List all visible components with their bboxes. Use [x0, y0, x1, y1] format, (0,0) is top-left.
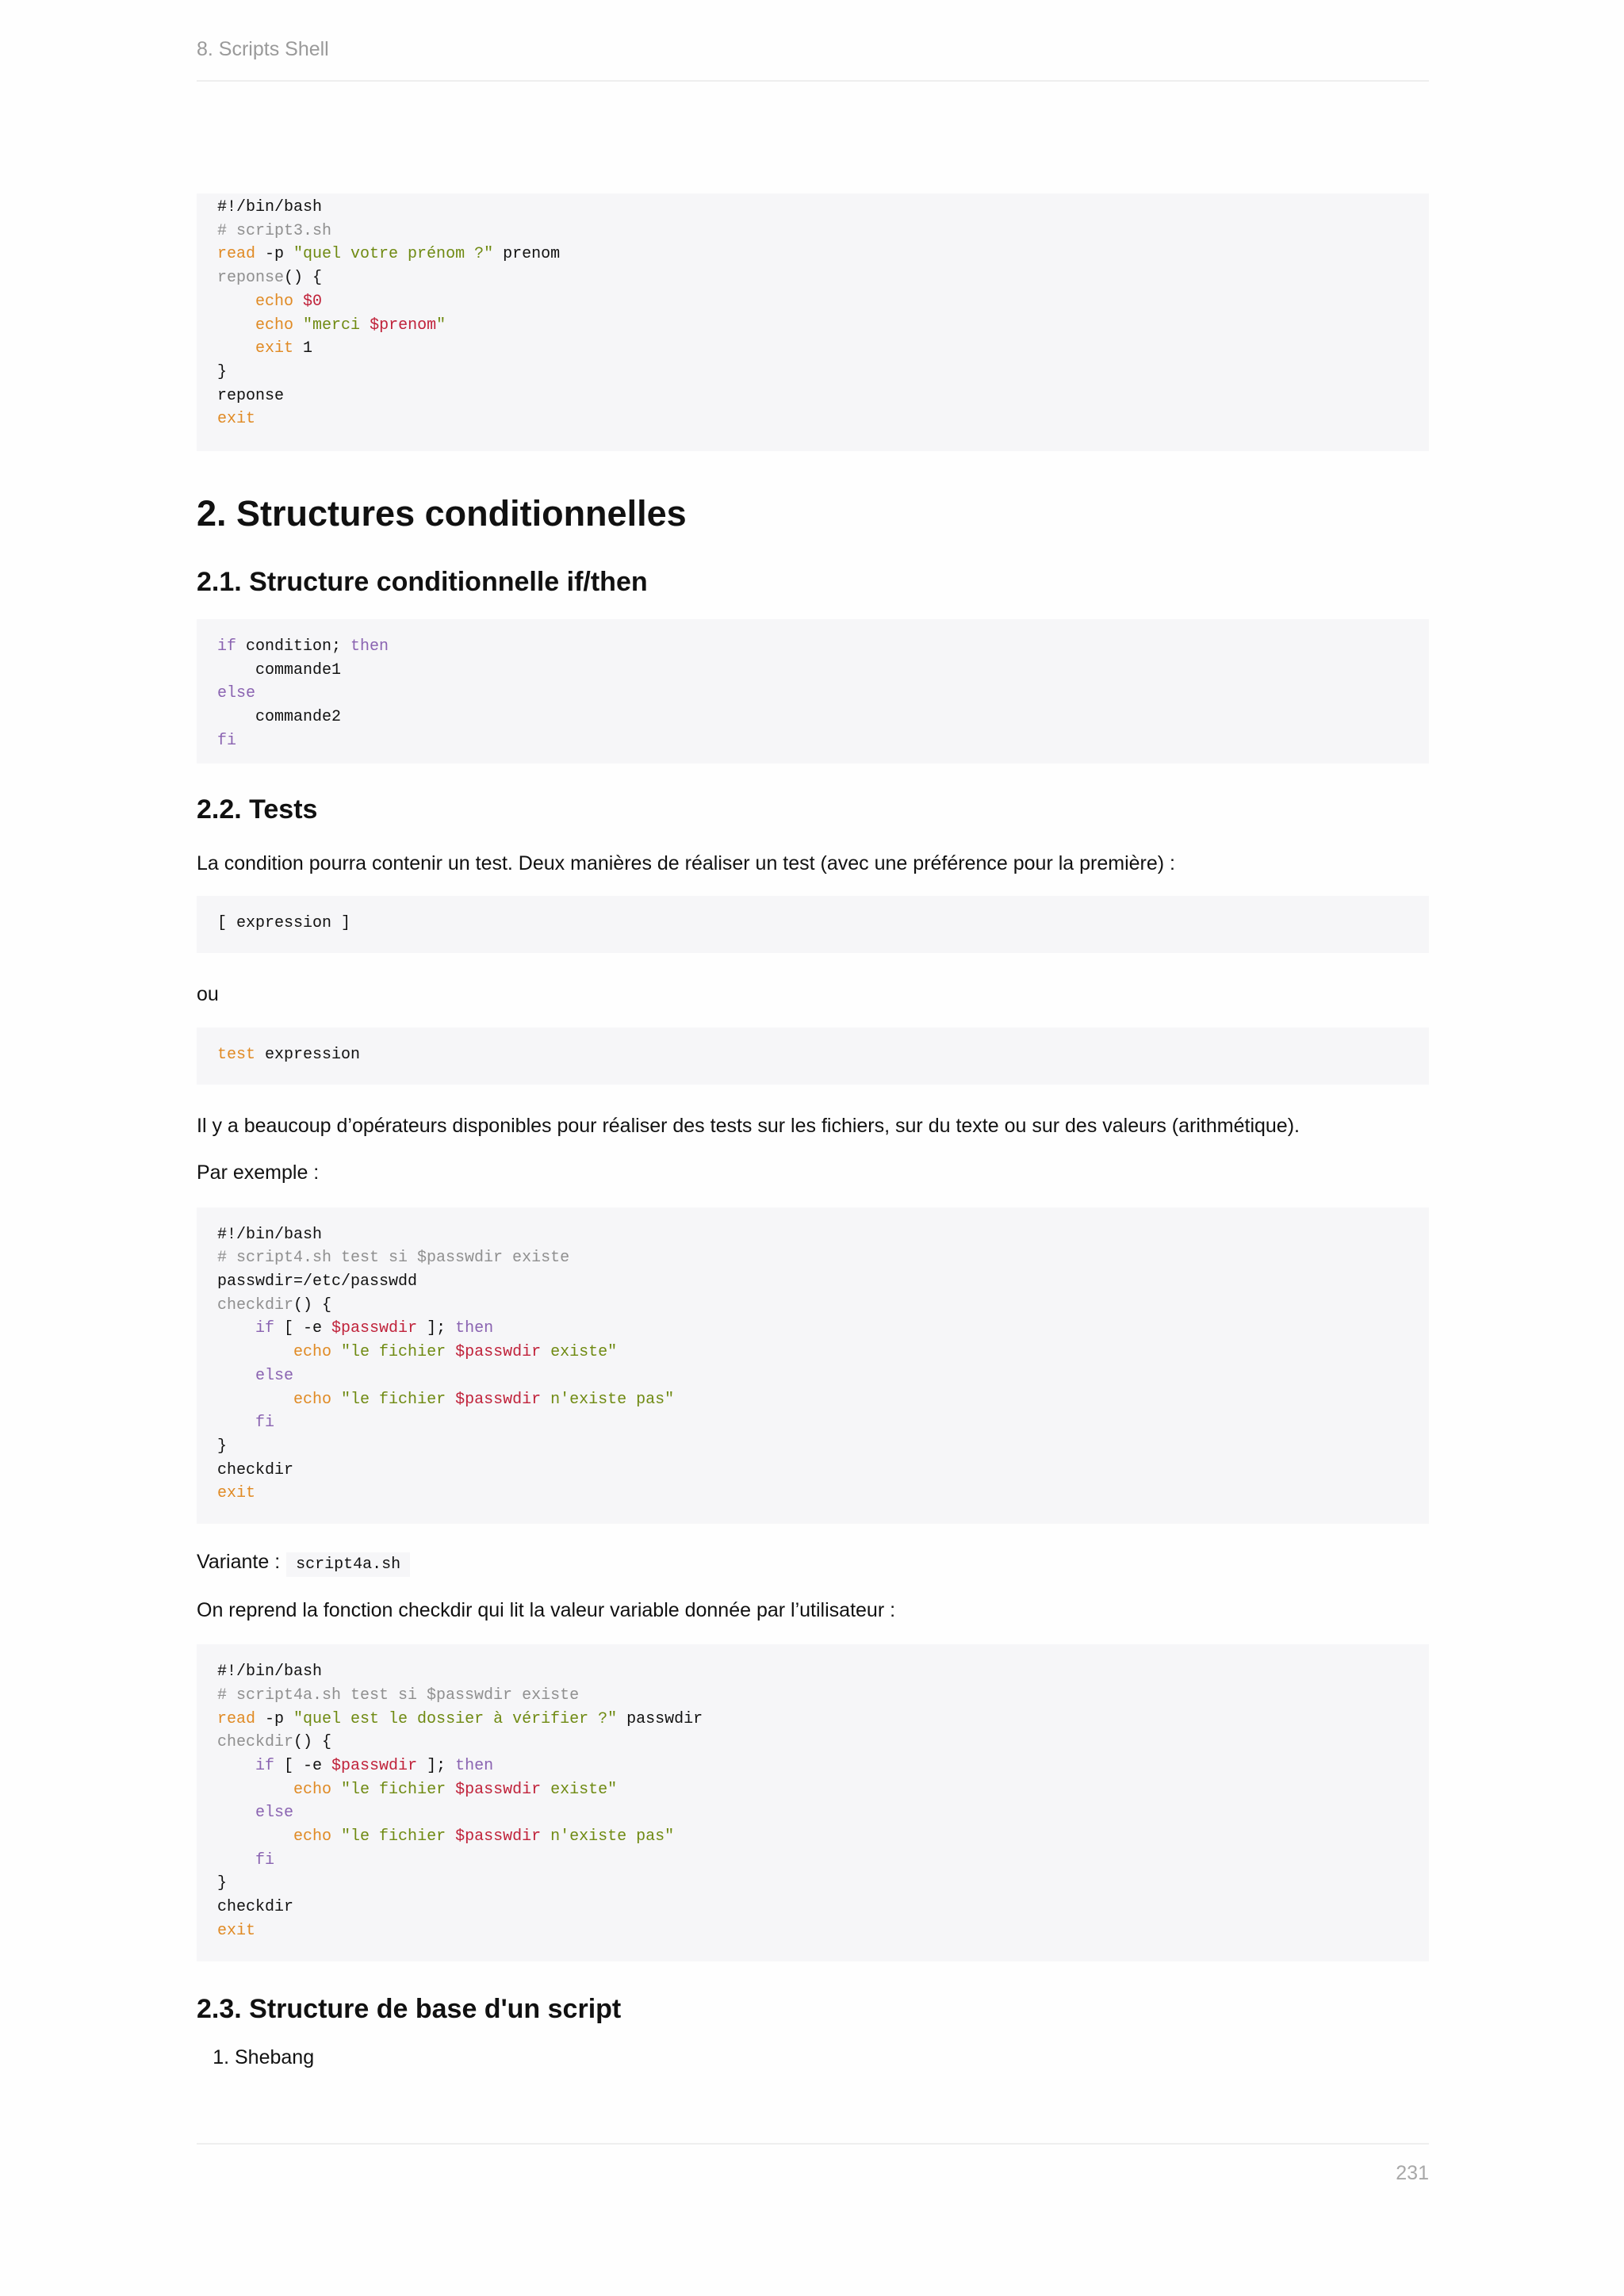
code-builtin: exit: [217, 1484, 256, 1503]
paragraph: Par exemple :: [197, 1161, 320, 1184]
code-keyword: if: [217, 637, 237, 656]
code-comment: # script3.sh: [217, 221, 332, 240]
code-variable: $passwdir: [455, 1780, 542, 1799]
code-line: #!/bin/bash: [217, 1225, 323, 1244]
inline-code-filename: script4a.sh: [286, 1552, 410, 1577]
code-keyword: if: [255, 1756, 275, 1775]
page-content: [197, 193, 1429, 2070]
code-block-if-then: [197, 619, 1429, 763]
code-text: -p: [255, 245, 294, 264]
code-builtin: echo: [293, 1390, 332, 1409]
section-heading: 2. Structures conditionnelles: [197, 493, 687, 534]
code-text: condition;: [236, 637, 351, 656]
code-string: n'existe pas": [541, 1827, 675, 1846]
code-keyword: then: [455, 1319, 494, 1338]
code-builtin: echo: [293, 1343, 332, 1362]
code-builtin: read: [217, 1709, 256, 1728]
code-text: expression: [255, 1045, 361, 1064]
code-function-name: checkdir: [217, 1295, 294, 1314]
code-keyword: fi: [217, 731, 237, 750]
code-string: "le fichier: [341, 1827, 456, 1846]
code-text: () {: [293, 1733, 332, 1752]
code-keyword: fi: [255, 1850, 275, 1869]
code-builtin: echo: [255, 292, 294, 311]
code-string: "merci: [303, 316, 370, 335]
code-string: n'existe pas": [541, 1390, 675, 1409]
code-string: "le fichier: [341, 1343, 456, 1362]
page-number: 231: [1396, 2162, 1429, 2184]
code-text: }: [217, 362, 228, 381]
paragraph: Il y a beaucoup d’opérateurs disponibles pour réaliser des tests sur les fichiers, sur du texte ou sur des valeurs (arithmétique).: [197, 1114, 1300, 1137]
code-variable: $passwdir: [455, 1390, 542, 1409]
code-function-name: checkdir: [217, 1733, 294, 1752]
numbered-list: [197, 2045, 1429, 2071]
paragraph: La condition pourra contenir un test. Deux manières de réaliser un test (avec une préférence pour la première) :: [197, 851, 1175, 874]
code-string: "le fichier: [341, 1780, 456, 1799]
code-keyword: fi: [255, 1414, 275, 1433]
code-builtin: echo: [293, 1780, 332, 1799]
code-variable: $0: [303, 292, 323, 311]
code-block-script3: [197, 193, 1429, 451]
code-variable: $prenom: [370, 316, 437, 335]
code-string: "le fichier: [341, 1390, 456, 1409]
code-text: ];: [417, 1319, 456, 1338]
code-text: () {: [284, 269, 323, 288]
paragraph-variant: [197, 1549, 1429, 1575]
code-block-script4: [197, 1207, 1429, 1524]
code-builtin: exit: [255, 339, 294, 358]
code-text: ];: [417, 1756, 456, 1775]
header-divider: [197, 80, 1429, 82]
code-block-test-command: [197, 1027, 1429, 1085]
document-page: [197, 0, 1429, 2296]
code-string: "quel est le dossier à vérifier ?": [293, 1709, 618, 1728]
code-builtin: echo: [255, 316, 294, 335]
code-text: [ -e: [274, 1756, 332, 1775]
code-text: prenom: [493, 245, 561, 264]
list-item: 1. Shebang: [235, 2045, 1429, 2071]
code-text: }: [217, 1874, 228, 1893]
code-block-script4a: [197, 1644, 1429, 1961]
paragraph-or: ou: [197, 983, 219, 1006]
code-variable: $passwdir: [455, 1827, 542, 1846]
code-keyword: if: [255, 1319, 275, 1338]
code-keyword: then: [455, 1756, 494, 1775]
code-keyword: then: [350, 637, 389, 656]
code-keyword: else: [217, 684, 256, 703]
running-header: 8. Scripts Shell: [197, 38, 329, 60]
code-text: () {: [293, 1295, 332, 1314]
code-function-name: reponse: [217, 269, 285, 288]
code-string: "quel votre prénom ?": [293, 245, 494, 264]
paragraph: On reprend la fonction checkdir qui lit la valeur variable donnée par l’utilisateur :: [197, 1598, 896, 1621]
code-text: }: [217, 1437, 228, 1456]
code-block-bracket-test: [197, 896, 1429, 953]
code-text: [ expression ]: [217, 914, 351, 933]
code-string: existe": [541, 1780, 618, 1799]
code-text: [ -e: [274, 1319, 332, 1338]
code-builtin: test: [217, 1045, 256, 1064]
code-builtin: exit: [217, 1921, 256, 1940]
code-text: reponse: [217, 386, 285, 405]
subsection-heading: 2.1. Structure conditionnelle if/then: [197, 567, 648, 597]
code-variable: $passwdir: [331, 1319, 418, 1338]
code-text: checkdir: [217, 1460, 294, 1479]
code-string: existe": [541, 1343, 618, 1362]
code-text: checkdir: [217, 1898, 294, 1917]
code-builtin: exit: [217, 410, 256, 429]
code-text: -p: [255, 1709, 294, 1728]
code-variable: $passwdir: [331, 1756, 418, 1775]
code-text: 1: [293, 339, 313, 358]
code-builtin: echo: [293, 1827, 332, 1846]
code-text: commande1: [255, 660, 342, 679]
variant-label: Variante :: [197, 1550, 281, 1573]
code-string: ": [436, 316, 446, 335]
subsection-heading: 2.3. Structure de base d'un script: [197, 1994, 622, 2025]
code-line: #!/bin/bash: [217, 1663, 323, 1682]
code-line: #!/bin/bash: [217, 198, 323, 216]
code-keyword: else: [255, 1366, 294, 1385]
code-keyword: else: [255, 1804, 294, 1823]
code-text: passwdir: [617, 1709, 703, 1728]
code-comment: # script4.sh test si $passwdir existe: [217, 1249, 570, 1268]
code-comment: # script4a.sh test si $passwdir existe: [217, 1686, 580, 1705]
code-text: commande2: [255, 707, 342, 726]
code-variable: $passwdir: [455, 1343, 542, 1362]
subsection-heading: 2.2. Tests: [197, 794, 318, 825]
footer-divider: [197, 2143, 1429, 2145]
code-builtin: read: [217, 245, 256, 264]
code-text: passwdir=/etc/passwdd: [217, 1272, 418, 1291]
